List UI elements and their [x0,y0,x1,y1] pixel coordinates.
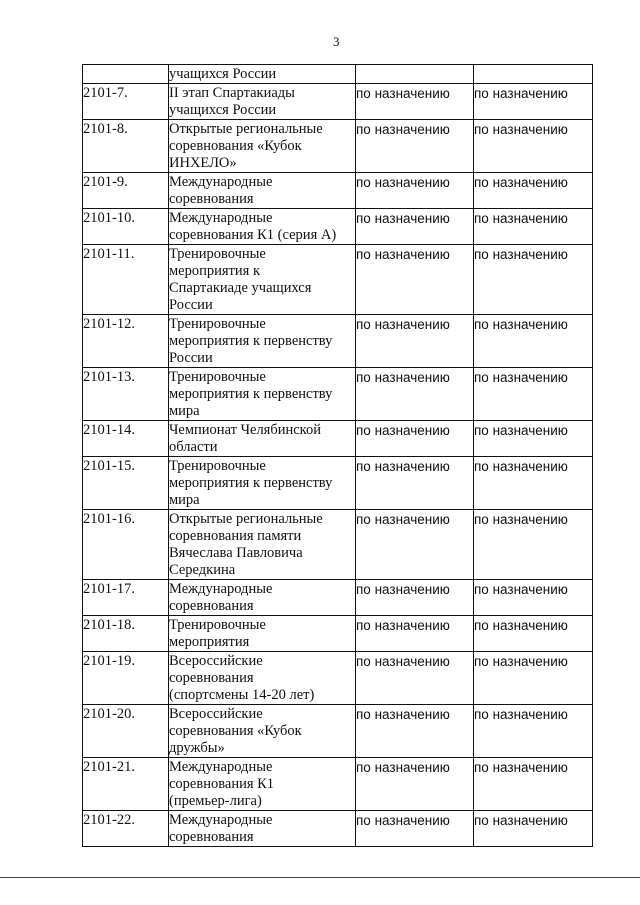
row-title-line: соревнования [169,191,254,207]
row-title-line: учащихся России [169,102,277,118]
assignment-cell: по назначению [474,421,593,457]
assignment-cell: по назначению [356,580,474,616]
row-title-line: области [169,439,218,455]
row-title [169,315,356,368]
page-edge-line [0,877,640,878]
row-title-line: II этап Спартакиады [169,85,295,101]
table-row [83,120,593,173]
assignment-cell: по назначению [356,120,474,173]
row-title-line: (премьер-лига) [169,793,262,809]
table-row [83,209,593,245]
row-title [169,421,356,457]
assignment-cell: по назначению [356,245,474,315]
row-title-line: соревнования К1 (серия А) [169,227,337,243]
row-title-line: соревнования [169,670,254,686]
assignment-cell: по назначению [356,173,474,209]
row-title [169,245,356,315]
row-code: 2101-12. [83,315,169,368]
row-title [169,580,356,616]
table-row [83,758,593,811]
row-title-line: мероприятия [169,634,250,650]
row-title-line: Тренировочные [169,246,266,262]
row-code: 2101-20. [83,705,169,758]
event-table [82,64,593,847]
row-title-line: соревнования «Кубок [169,723,302,739]
event-table-body [83,65,593,847]
assignment-cell: по назначению [474,120,593,173]
assignment-cell: по назначению [356,510,474,580]
row-title-line: Вячеслава Павловича [169,545,303,561]
assignment-cell: по назначению [474,84,593,120]
row-code: 2101-7. [83,84,169,120]
assignment-cell: по назначению [474,652,593,705]
row-code: 2101-18. [83,616,169,652]
table-row [83,457,593,510]
row-title [169,120,356,173]
table-row [83,368,593,421]
row-code: 2101-11. [83,245,169,315]
row-title-line: дружбы» [169,740,225,756]
row-code: 2101-19. [83,652,169,705]
assignment-cell: по назначению [356,652,474,705]
row-title-line: соревнования К1 [169,776,275,792]
assignment-cell: по назначению [474,209,593,245]
assignment-cell: по назначению [356,368,474,421]
assignment-cell: по назначению [474,457,593,510]
assignment-cell: по назначению [474,245,593,315]
row-title [169,758,356,811]
assignment-cell: по назначению [356,758,474,811]
assignment-cell: по назначению [474,758,593,811]
assignment-cell: по назначению [356,315,474,368]
row-title-line: Середкина [169,562,236,578]
row-title [169,510,356,580]
assignment-cell: по назначению [474,368,593,421]
row-title [169,705,356,758]
row-code: 2101-17. [83,580,169,616]
table-row [83,705,593,758]
assignment-cell: по назначению [356,209,474,245]
row-title-line: соревнования [169,829,254,845]
table-row [83,652,593,705]
row-title-line: Международные [169,581,273,597]
assignment-cell: по назначению [474,705,593,758]
row-title-line: соревнования «Кубок [169,138,302,154]
row-title-line: ИНХЕЛО» [169,155,237,171]
row-title-line: Тренировочные [169,458,266,474]
row-title [169,457,356,510]
table-row [83,84,593,120]
row-title-line: учащихся России [169,66,277,82]
assignment-cell: по назначению [474,510,593,580]
assignment-cell [356,65,474,84]
row-title-line: соревнования [169,598,254,614]
table-row [83,616,593,652]
row-code: 2101-13. [83,368,169,421]
row-title [169,65,356,84]
assignment-cell: по назначению [356,84,474,120]
row-title-line: мира [169,403,200,419]
row-title-line: Спартакиаде учащихся [169,280,312,296]
page-number: 3 [333,34,340,49]
assignment-cell: по назначению [474,616,593,652]
row-title-line: Международные [169,812,273,828]
row-title-line: Всероссийские [169,706,263,722]
table-row [83,811,593,847]
assignment-cell: по назначению [356,811,474,847]
row-code [83,65,169,84]
row-code: 2101-9. [83,173,169,209]
row-code: 2101-15. [83,457,169,510]
assignment-cell [474,65,593,84]
row-title-line: Тренировочные [169,617,266,633]
assignment-cell: по назначению [474,173,593,209]
row-title [169,84,356,120]
row-title-line: России [169,350,213,366]
assignment-cell: по назначению [356,421,474,457]
assignment-cell: по назначению [474,315,593,368]
row-title [169,811,356,847]
row-title-line: Международные [169,174,273,190]
table-row [83,315,593,368]
row-title-line: мероприятия к первенству [169,333,333,349]
row-title-line: Всероссийские [169,653,263,669]
row-title-line: мероприятия к первенству [169,475,333,491]
row-title [169,173,356,209]
row-code: 2101-21. [83,758,169,811]
row-title-line: соревнования памяти [169,528,302,544]
row-title-line: России [169,297,213,313]
table-row [83,245,593,315]
row-title [169,616,356,652]
row-title-line: Открытые региональные [169,511,323,527]
row-title-line: (спортсмены 14-20 лет) [169,687,315,703]
assignment-cell: по назначению [356,705,474,758]
assignment-cell: по назначению [356,616,474,652]
assignment-cell: по назначению [356,457,474,510]
row-title-line: Тренировочные [169,316,266,332]
row-title-line: мероприятия к первенству [169,386,333,402]
row-title-line: мира [169,492,200,508]
row-title-line: Открытые региональные [169,121,323,137]
row-title-line: Международные [169,210,273,226]
table-row [83,65,593,84]
assignment-cell: по назначению [474,580,593,616]
row-code: 2101-14. [83,421,169,457]
row-code: 2101-8. [83,120,169,173]
row-code: 2101-22. [83,811,169,847]
table-row [83,580,593,616]
row-title-line: мероприятия к [169,263,260,279]
row-title-line: Международные [169,759,273,775]
row-title-line: Тренировочные [169,369,266,385]
row-code: 2101-16. [83,510,169,580]
row-title [169,368,356,421]
row-code: 2101-10. [83,209,169,245]
table-row [83,173,593,209]
table-row [83,510,593,580]
row-title [169,209,356,245]
row-title-line: Чемпионат Челябинской [169,422,322,438]
row-title [169,652,356,705]
table-row [83,421,593,457]
assignment-cell: по назначению [474,811,593,847]
